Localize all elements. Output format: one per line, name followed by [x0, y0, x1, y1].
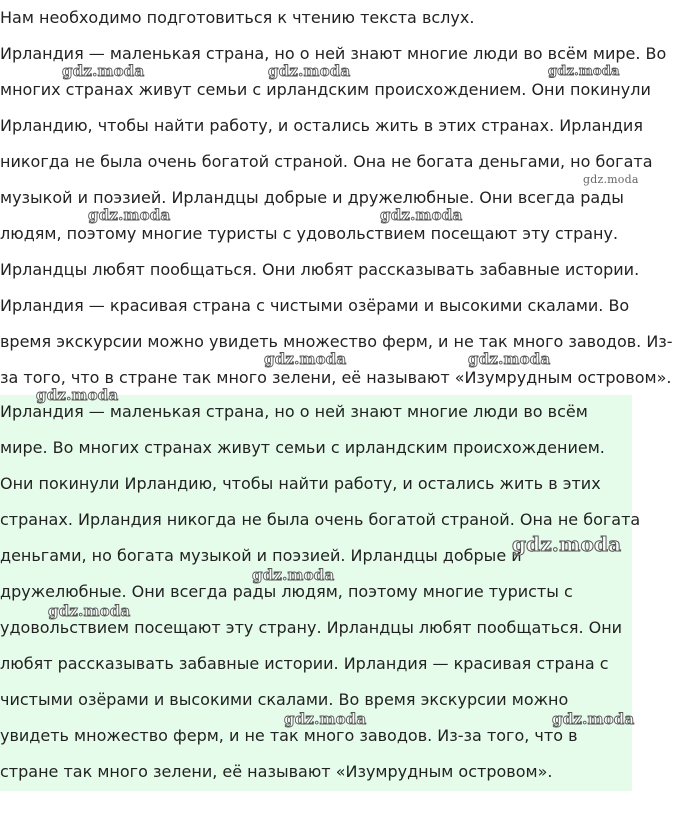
watermark: gdz.moda [268, 62, 351, 80]
watermark: gdz.moda [252, 566, 335, 584]
watermark: gdz.moda [264, 350, 347, 368]
watermark: gdz.moda [88, 206, 171, 224]
watermark: gdz.moda [512, 532, 622, 556]
text1-line: Ирландию, чтобы найти работу, и остались жить в этих странах. Ирландия [0, 116, 643, 135]
watermark: gdz.moda [284, 710, 367, 728]
watermark: gdz.moda [468, 350, 551, 368]
text1-line: Ирландцы любят пообщаться. Они любят рассказывать забавные истории. [0, 260, 640, 279]
intro-sentence: Нам необходимо подготовиться к чтению текста вслух. [0, 8, 475, 27]
watermark: gdz.moda [583, 173, 639, 186]
watermark: gdz.moda [62, 62, 145, 80]
text1-line: Ирландия — красивая страна с чистыми озёрами и высокими скалами. Во [0, 296, 630, 315]
text2-line: деньгами, но богата музыкой и поэзией. Ирландцы добрые и [0, 546, 522, 565]
watermark: gdz.moda [48, 602, 131, 620]
text1-line: никогда не была очень богатой страной. Она не богата деньгами, но богата [0, 152, 653, 171]
text2-line: любят рассказывать забавные истории. Ирландия — красивая страна с [0, 654, 609, 673]
text2-line: стране так много зелени, её называют «Изумрудным островом». [0, 762, 553, 781]
text1-line: за того, что в стране так много зелени, её называют «Изумрудным островом». [0, 368, 672, 387]
text2-line: дружелюбные. Они всегда рады людям, поэтому многие туристы с [0, 582, 573, 601]
text2-line: странах. Ирландия никогда не была очень богатой страной. Она не богата [0, 510, 641, 529]
text1-line: музыкой и поэзией. Ирландцы добрые и дружелюбные. Они всегда рады [0, 188, 624, 207]
text2-line: удовольствием посещают эту страну. Ирландцы любят пообщаться. Они [0, 618, 623, 637]
watermark: gdz.moda [548, 64, 620, 79]
text1-line: Ирландия — маленькая страна, но о ней знают многие люди во всём мире. Во [0, 44, 667, 63]
text1-line: многих странах живут семьи с ирландским происхождением. Они покинули [0, 80, 651, 99]
watermark: gdz.moda [36, 386, 119, 404]
watermark: gdz.moda [552, 710, 635, 728]
text2-line: Ирландия — маленькая страна, но о ней знают многие люди во всём [0, 402, 588, 421]
text2-line: увидеть множество ферм, и не так много заводов. Из-за того, что в [0, 726, 578, 745]
text1-line: людям, поэтому многие туристы с удовольствием посещают эту страну. [0, 224, 619, 243]
text2-line: мире. Во многих странах живут семьи с ирландским происхождением. [0, 438, 605, 457]
text2-line: Они покинули Ирландию, чтобы найти работу, и остались жить в этих [0, 474, 601, 493]
watermark: gdz.moda [380, 206, 463, 224]
text2-line: чистыми озёрами и высокими скалами. Во время экскурсии можно [0, 690, 569, 709]
text1-line: время экскурсии можно увидеть множество ферм, и не так много заводов. Из- [0, 332, 673, 351]
